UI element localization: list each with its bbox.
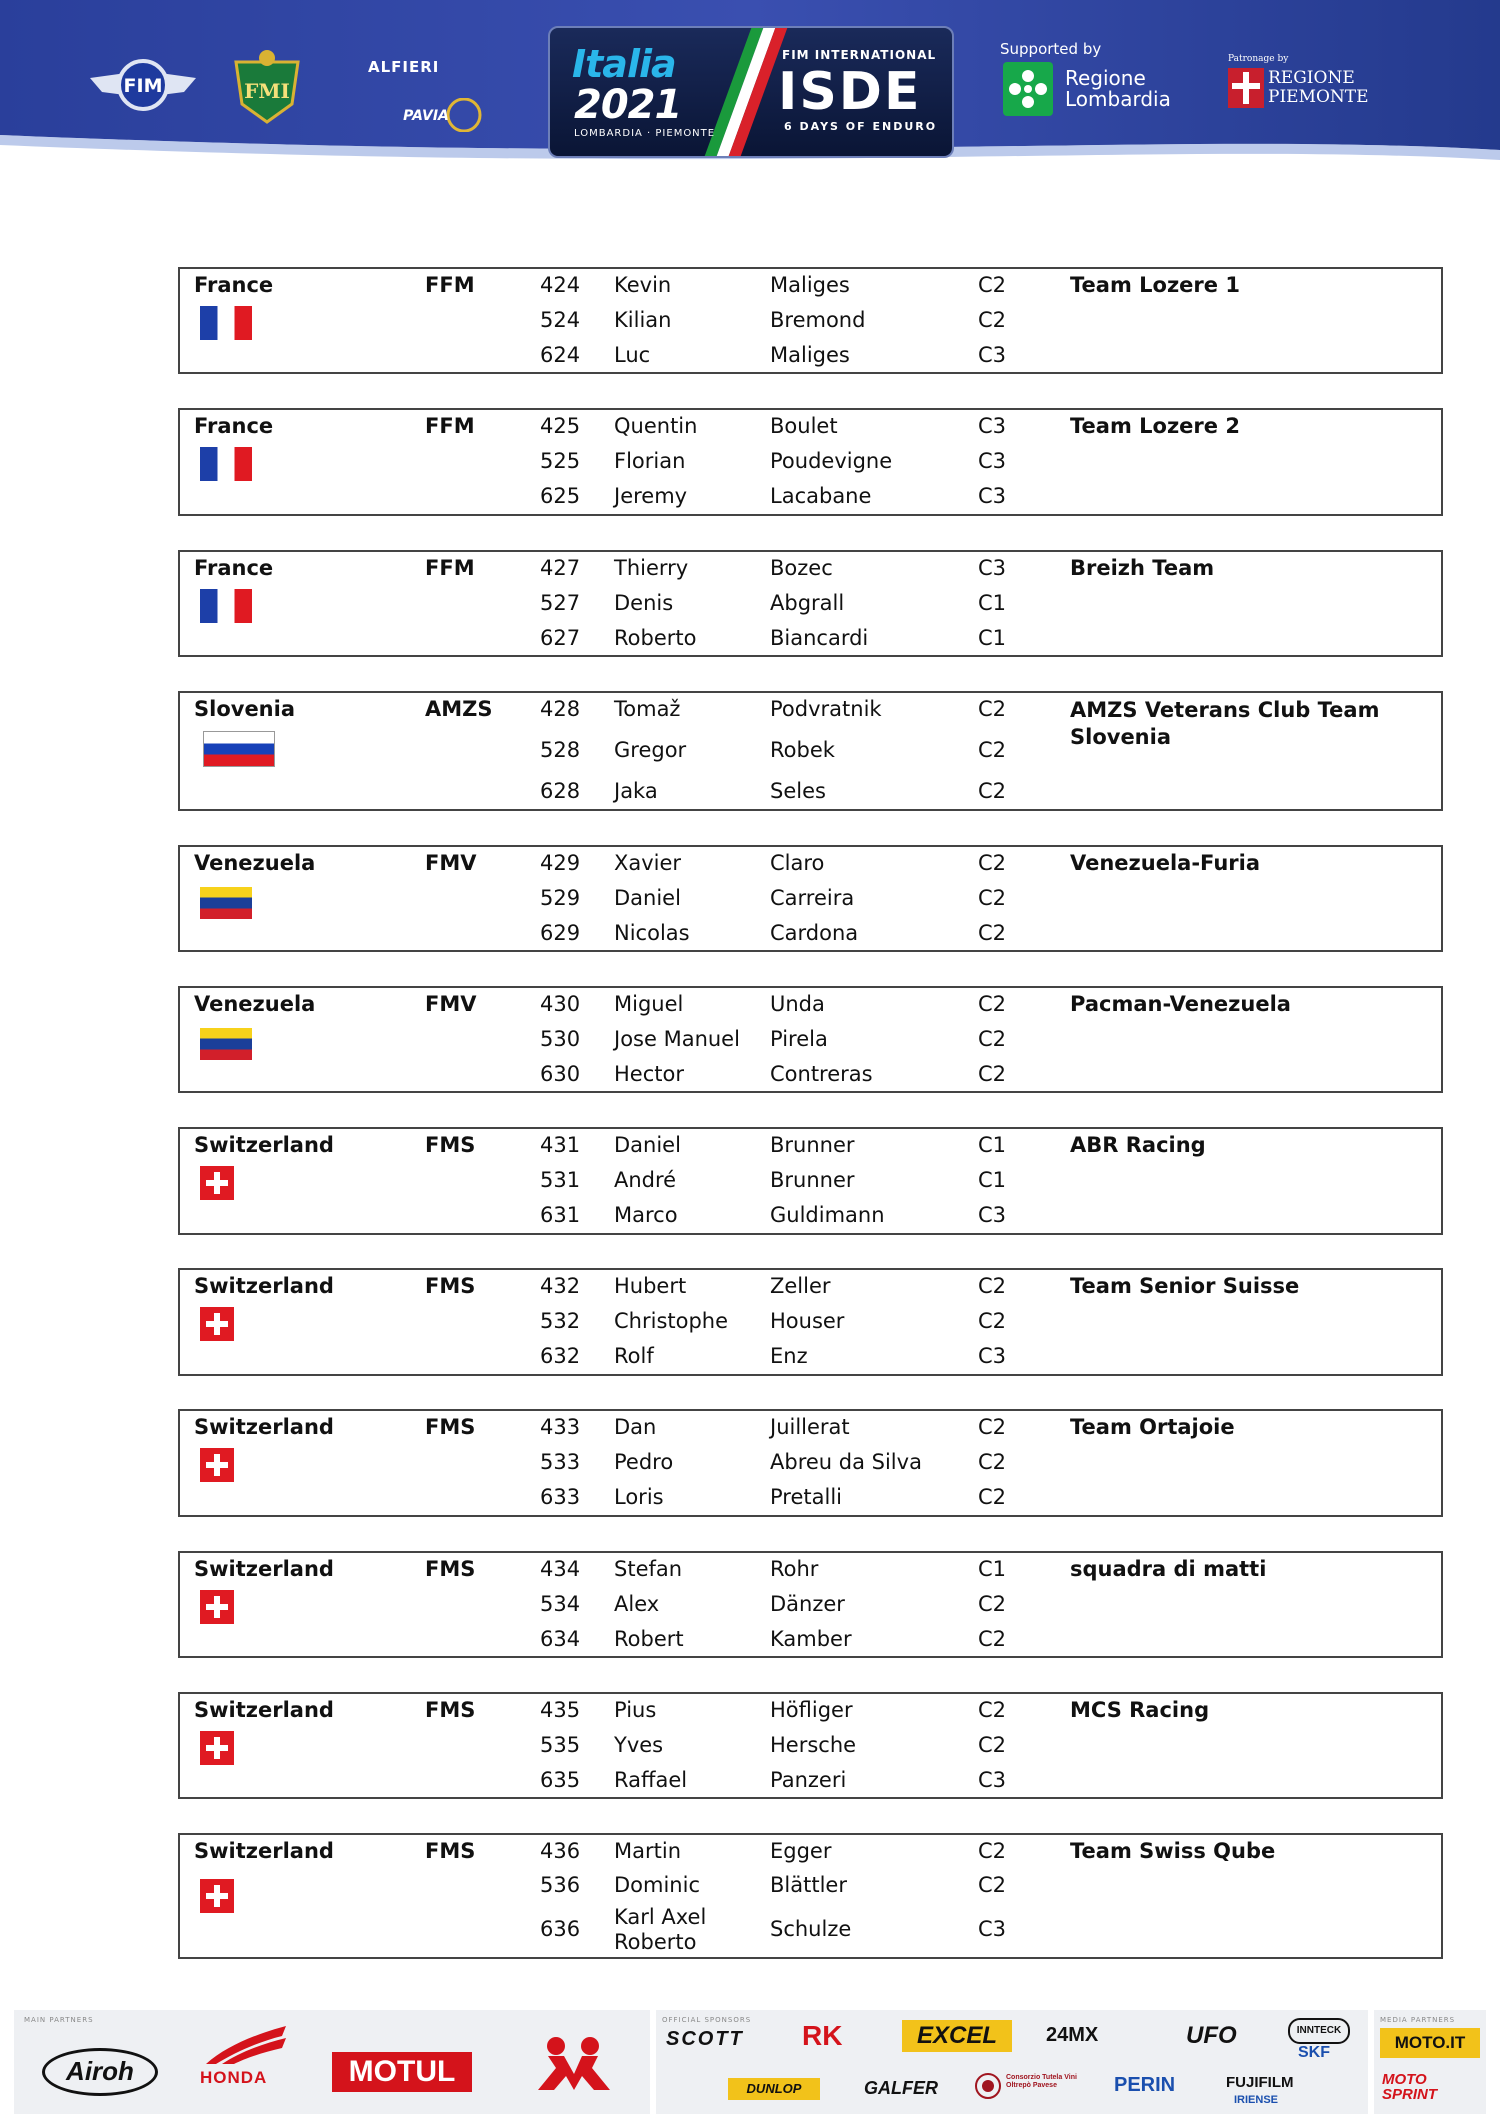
official-sponsors-label: OFFICIAL SPONSORS xyxy=(662,2016,752,2024)
rider-class: C2 xyxy=(978,1627,1007,1651)
rider-first-name: Stefan xyxy=(614,1557,683,1581)
rider-first-name: Nicolas xyxy=(614,921,690,945)
consorzio-logo: Consorzio Tutela Vini Oltrepò Pavese xyxy=(1006,2074,1077,2089)
rider-class: C2 xyxy=(978,1415,1007,1439)
rider-number: 535 xyxy=(540,1733,581,1757)
rider-first-name: Christophe xyxy=(614,1309,729,1333)
rider-last-name: Panzeri xyxy=(770,1768,847,1792)
rider-number: 536 xyxy=(540,1873,581,1897)
rider-class: C2 xyxy=(978,886,1007,910)
supported-by-label: Supported by xyxy=(1000,40,1102,58)
skf-logo: SKF xyxy=(1298,2044,1330,2061)
team-federation: FMS xyxy=(425,1133,476,1157)
rider-class: C2 xyxy=(978,779,1007,803)
rider-class: C1 xyxy=(978,626,1007,650)
rider-last-name: Brunner xyxy=(770,1133,855,1157)
fmi-logo xyxy=(228,48,306,126)
rider-number: 632 xyxy=(540,1344,581,1368)
media-partners-label: MEDIA PARTNERS xyxy=(1380,2016,1456,2024)
rk-logo: RK xyxy=(802,2020,843,2051)
rider-first-name: Florian xyxy=(614,449,686,473)
header-banner xyxy=(0,0,1500,175)
rider-last-name: Contreras xyxy=(770,1062,873,1086)
rider-number: 531 xyxy=(540,1168,581,1192)
rider-number: 525 xyxy=(540,449,581,473)
team-card xyxy=(178,986,1443,1093)
team-country: Switzerland xyxy=(194,1698,334,1722)
flag-switzerland-icon xyxy=(200,1731,234,1765)
lombardia-rose-icon xyxy=(1003,62,1053,116)
rider-class: C2 xyxy=(978,1873,1007,1897)
rider-class: C2 xyxy=(978,921,1007,945)
perin-logo: PERIN xyxy=(1114,2074,1176,2096)
lombardia-line2: Lombardia xyxy=(1065,87,1171,111)
rider-last-name: Pretalli xyxy=(770,1485,842,1509)
consorzio-seal-icon xyxy=(974,2072,1002,2100)
rider-last-name: Seles xyxy=(770,779,826,803)
rider-class: C3 xyxy=(978,343,1007,367)
rider-class: C2 xyxy=(978,1062,1007,1086)
rider-number: 428 xyxy=(540,697,581,721)
rider-first-name: Pius xyxy=(614,1698,657,1722)
team-country: Switzerland xyxy=(194,1839,334,1863)
rider-class: C3 xyxy=(978,449,1007,473)
rider-last-name: Blättler xyxy=(770,1873,847,1897)
team-federation: FMV xyxy=(425,851,477,875)
rider-first-name: Jose Manuel xyxy=(614,1027,740,1051)
rider-class: C1 xyxy=(978,1557,1007,1581)
rider-last-name: Lacabane xyxy=(770,484,872,508)
rider-first-name: Hector xyxy=(614,1062,684,1086)
rider-class: C2 xyxy=(978,1698,1007,1722)
rider-last-name: Pirela xyxy=(770,1027,828,1051)
rider-number: 634 xyxy=(540,1627,581,1651)
flag-switzerland-icon xyxy=(200,1590,234,1624)
team-name: Venezuela-Furia xyxy=(1070,851,1261,875)
piemonte-line1: REGIONE xyxy=(1268,68,1355,88)
team-card xyxy=(178,1409,1443,1517)
rider-class: C2 xyxy=(978,1274,1007,1298)
rider-first-name: Thierry xyxy=(614,556,689,580)
rider-class: C1 xyxy=(978,591,1007,615)
rider-class: C2 xyxy=(978,1450,1007,1474)
team-name: MCS Racing xyxy=(1070,1698,1210,1722)
team-name: ABR Racing xyxy=(1070,1133,1206,1157)
rider-first-name: Alex xyxy=(614,1592,660,1616)
rider-number: 425 xyxy=(540,414,581,438)
rider-number: 624 xyxy=(540,343,581,367)
rider-last-name: Abgrall xyxy=(770,591,845,615)
team-card xyxy=(178,1692,1443,1799)
rider-last-name: Cardona xyxy=(770,921,859,945)
rider-number: 436 xyxy=(540,1839,581,1863)
rider-number: 432 xyxy=(540,1274,581,1298)
rider-number: 628 xyxy=(540,779,581,803)
team-country: Slovenia xyxy=(194,697,296,721)
main-partners-panel xyxy=(14,2010,650,2114)
rider-number: 630 xyxy=(540,1062,581,1086)
rider-last-name: Bremond xyxy=(770,308,866,332)
team-card xyxy=(178,550,1443,657)
rider-class: C2 xyxy=(978,1839,1007,1863)
motul-logo: MOTUL xyxy=(332,2052,472,2092)
fim-logo-text: FIM xyxy=(123,75,163,97)
rider-last-name: Maliges xyxy=(770,273,850,297)
team-name: Team Lozere 2 xyxy=(1070,414,1240,438)
honda-logo: HONDA xyxy=(200,2068,268,2087)
official-sponsors-panel xyxy=(656,2010,1368,2114)
rider-first-name: Xavier xyxy=(614,851,682,875)
iriense-logo: IRIENSE xyxy=(1234,2094,1279,2106)
rider-first-name: Robert xyxy=(614,1627,684,1651)
rider-last-name: Schulze xyxy=(770,1917,852,1941)
rider-number: 434 xyxy=(540,1557,581,1581)
rider-first-name: Daniel xyxy=(614,1133,681,1157)
rider-first-name: Quentin xyxy=(614,414,698,438)
team-card xyxy=(178,691,1443,811)
rider-last-name: Poudevigne xyxy=(770,449,893,473)
scott-logo: SCOTT xyxy=(666,2028,744,2050)
rider-last-name: Hersche xyxy=(770,1733,857,1757)
flag-switzerland-icon xyxy=(200,1307,234,1341)
rider-number: 631 xyxy=(540,1203,581,1227)
rider-number: 532 xyxy=(540,1309,581,1333)
flag-france-icon xyxy=(200,306,252,340)
rider-number: 528 xyxy=(540,738,581,762)
flag-france-icon xyxy=(200,589,252,623)
team-federation: FMV xyxy=(425,992,477,1016)
rider-first-name: Tomaž xyxy=(614,697,681,721)
team-name: Breizh Team xyxy=(1070,556,1215,580)
event-org: FIM INTERNATIONAL xyxy=(782,48,937,62)
rider-class: C2 xyxy=(978,1309,1007,1333)
sponsor-footer xyxy=(0,2008,1500,2114)
rider-class: C2 xyxy=(978,851,1007,875)
media-partners-panel xyxy=(1374,2010,1486,2114)
rider-last-name: Maliges xyxy=(770,343,850,367)
rider-number: 524 xyxy=(540,308,581,332)
rider-class: C3 xyxy=(978,1917,1007,1941)
rider-class: C3 xyxy=(978,556,1007,580)
rider-first-name: Rolf xyxy=(614,1344,654,1368)
flag-venezuela-icon xyxy=(200,887,252,919)
rider-class: C2 xyxy=(978,1733,1007,1757)
isde-event-logo xyxy=(548,26,954,158)
rider-first-name: Miguel xyxy=(614,992,684,1016)
team-card xyxy=(178,267,1443,374)
rider-first-name: Kilian xyxy=(614,308,672,332)
rider-first-name: Hubert xyxy=(614,1274,687,1298)
rider-last-name: Boulet xyxy=(770,414,838,438)
rider-number: 530 xyxy=(540,1027,581,1051)
rider-last-name: Egger xyxy=(770,1839,832,1863)
flag-france-icon xyxy=(200,447,252,481)
rider-class: C3 xyxy=(978,484,1007,508)
airoh-logo: Airoh xyxy=(42,2048,158,2096)
rider-number: 429 xyxy=(540,851,581,875)
rider-number: 527 xyxy=(540,591,581,615)
kappa-logo xyxy=(518,2034,628,2092)
event-year: 2021 xyxy=(574,82,682,128)
rider-first-name: Dominic xyxy=(614,1873,700,1897)
rider-number: 629 xyxy=(540,921,581,945)
rider-class: C2 xyxy=(978,1027,1007,1051)
rider-number: 627 xyxy=(540,626,581,650)
rider-last-name: Abreu da Silva xyxy=(770,1450,922,1474)
team-name: AMZS Veterans Club Team Slovenia xyxy=(1070,698,1380,749)
rider-class: C3 xyxy=(978,1203,1007,1227)
alfieri-logo: ALFIERI xyxy=(368,58,440,76)
rider-number: 534 xyxy=(540,1592,581,1616)
flag-switzerland-icon xyxy=(200,1879,234,1913)
event-italia: Italia xyxy=(572,42,676,86)
rider-first-name: Marco xyxy=(614,1203,678,1227)
team-name: Pacman-Venezuela xyxy=(1070,992,1291,1016)
rider-first-name: Yves xyxy=(614,1733,664,1757)
rider-last-name: Biancardi xyxy=(770,626,869,650)
team-country: France xyxy=(194,273,274,297)
rider-first-name: Dan xyxy=(614,1415,657,1439)
rider-class: C3 xyxy=(978,414,1007,438)
rider-first-name: Luc xyxy=(614,343,651,367)
rider-last-name: Unda xyxy=(770,992,825,1016)
rider-first-name: Raffael xyxy=(614,1768,688,1792)
flag-switzerland-icon xyxy=(200,1448,234,1482)
dunlop-logo: DUNLOP xyxy=(728,2078,820,2100)
rider-class: C2 xyxy=(978,738,1007,762)
rider-first-name: Karl Axel Roberto xyxy=(614,1905,707,1954)
rider-last-name: Podvratnik xyxy=(770,697,882,721)
pavia-logo-text: PAVIA xyxy=(403,108,449,124)
rider-last-name: Guldimann xyxy=(770,1203,885,1227)
flag-venezuela-icon xyxy=(200,1028,252,1060)
rider-class: C2 xyxy=(978,273,1007,297)
rider-class: C1 xyxy=(978,1133,1007,1157)
team-country: Switzerland xyxy=(194,1274,334,1298)
piemonte-shield-icon xyxy=(1228,68,1264,108)
moto-it-logo: MOTO.IT xyxy=(1380,2028,1480,2058)
rider-number: 433 xyxy=(540,1415,581,1439)
pavia-logo xyxy=(392,98,488,132)
team-federation: FMS xyxy=(425,1415,476,1439)
rider-last-name: Carreira xyxy=(770,886,855,910)
team-federation: FMS xyxy=(425,1557,476,1581)
team-card xyxy=(178,1268,1443,1376)
rider-first-name: Jeremy xyxy=(614,484,688,508)
team-federation: FFM xyxy=(425,556,475,580)
piemonte-line2: PIEMONTE xyxy=(1268,87,1369,107)
kappa-logo-text xyxy=(554,2100,557,2101)
rider-number: 635 xyxy=(540,1768,581,1792)
team-federation: FMS xyxy=(425,1698,476,1722)
rider-number: 529 xyxy=(540,886,581,910)
rider-last-name: Claro xyxy=(770,851,825,875)
team-country: Switzerland xyxy=(194,1415,334,1439)
event-subtitle: 6 DAYS OF ENDURO xyxy=(784,120,938,133)
rider-number: 633 xyxy=(540,1485,581,1509)
rider-number: 636 xyxy=(540,1917,581,1941)
team-card xyxy=(178,845,1443,952)
regione-piemonte-logo xyxy=(1228,68,1369,108)
rider-last-name: Robek xyxy=(770,738,835,762)
fim-logo xyxy=(88,58,198,112)
team-country: France xyxy=(194,556,274,580)
team-country: Switzerland xyxy=(194,1133,334,1157)
main-partners-label: MAIN PARTNERS xyxy=(24,2016,94,2024)
flag-slovenia-icon xyxy=(203,731,275,767)
rider-number: 625 xyxy=(540,484,581,508)
team-federation: FFM xyxy=(425,273,475,297)
rider-last-name: Bozec xyxy=(770,556,833,580)
team-name: Team Senior Suisse xyxy=(1070,1274,1300,1298)
team-country: Switzerland xyxy=(194,1557,334,1581)
excel-logo: EXCEL xyxy=(902,2020,1012,2052)
rider-class: C2 xyxy=(978,1592,1007,1616)
motosprint-logo: MOTO SPRINT xyxy=(1382,2071,1438,2103)
rider-number: 533 xyxy=(540,1450,581,1474)
team-name: Team Lozere 1 xyxy=(1070,273,1240,297)
honda-wing-icon xyxy=(206,2026,286,2066)
galfer-logo: GALFER xyxy=(864,2078,938,2098)
rider-class: C3 xyxy=(978,1344,1007,1368)
team-federation: FMS xyxy=(425,1274,476,1298)
rider-last-name: Enz xyxy=(770,1344,808,1368)
rider-number: 430 xyxy=(540,992,581,1016)
rider-last-name: Dänzer xyxy=(770,1592,845,1616)
rider-last-name: Rohr xyxy=(770,1557,819,1581)
team-name: Team Ortajoie xyxy=(1070,1415,1235,1439)
team-card xyxy=(178,1833,1443,1959)
rider-class: C2 xyxy=(978,308,1007,332)
rider-class: C3 xyxy=(978,1768,1007,1792)
rider-first-name: Pedro xyxy=(614,1450,674,1474)
rider-number: 431 xyxy=(540,1133,581,1157)
regione-lombardia-logo xyxy=(1003,62,1203,120)
fmi-logo-text: FMI xyxy=(244,79,290,103)
team-name: squadra di matti xyxy=(1070,1557,1267,1581)
rider-last-name: Juillerat xyxy=(770,1415,850,1439)
rider-number: 424 xyxy=(540,273,581,297)
rider-first-name: Daniel xyxy=(614,886,681,910)
team-card xyxy=(178,1127,1443,1235)
rider-last-name: Kamber xyxy=(770,1627,852,1651)
event-regions: LOMBARDIA · PIEMONTE xyxy=(574,128,716,139)
rider-first-name: Jaka xyxy=(614,779,658,803)
24mx-logo: 24MX xyxy=(1046,2024,1099,2046)
innteck-logo: INNTECK xyxy=(1288,2018,1350,2044)
rider-first-name: Kevin xyxy=(614,273,672,297)
rider-last-name: Brunner xyxy=(770,1168,855,1192)
rider-class: C2 xyxy=(978,697,1007,721)
fujifilm-logo: FUJIFILM xyxy=(1226,2074,1294,2091)
team-federation: FMS xyxy=(425,1839,476,1863)
rider-first-name: André xyxy=(614,1168,677,1192)
rider-class: C2 xyxy=(978,992,1007,1016)
ufo-logo: UFO xyxy=(1186,2022,1237,2049)
team-card xyxy=(178,408,1443,516)
rider-last-name: Höfliger xyxy=(770,1698,853,1722)
lombardia-line1: Regione xyxy=(1065,66,1146,90)
rider-number: 427 xyxy=(540,556,581,580)
team-card xyxy=(178,1551,1443,1658)
rider-class: C1 xyxy=(978,1168,1007,1192)
rider-number: 435 xyxy=(540,1698,581,1722)
rider-first-name: Loris xyxy=(614,1485,664,1509)
rider-last-name: Zeller xyxy=(770,1274,831,1298)
rider-first-name: Gregor xyxy=(614,738,687,762)
patronage-label: Patronage by xyxy=(1228,54,1289,64)
rider-first-name: Martin xyxy=(614,1839,681,1863)
event-title: ISDE xyxy=(778,62,922,122)
team-country: France xyxy=(194,414,274,438)
team-federation: FFM xyxy=(425,414,475,438)
team-name: Team Swiss Qube xyxy=(1070,1839,1276,1863)
rider-class: C2 xyxy=(978,1485,1007,1509)
team-country: Venezuela xyxy=(194,851,316,875)
rider-first-name: Denis xyxy=(614,591,674,615)
team-country: Venezuela xyxy=(194,992,316,1016)
flag-switzerland-icon xyxy=(200,1166,234,1200)
team-federation: AMZS xyxy=(425,697,493,721)
rider-first-name: Roberto xyxy=(614,626,697,650)
rider-last-name: Houser xyxy=(770,1309,845,1333)
